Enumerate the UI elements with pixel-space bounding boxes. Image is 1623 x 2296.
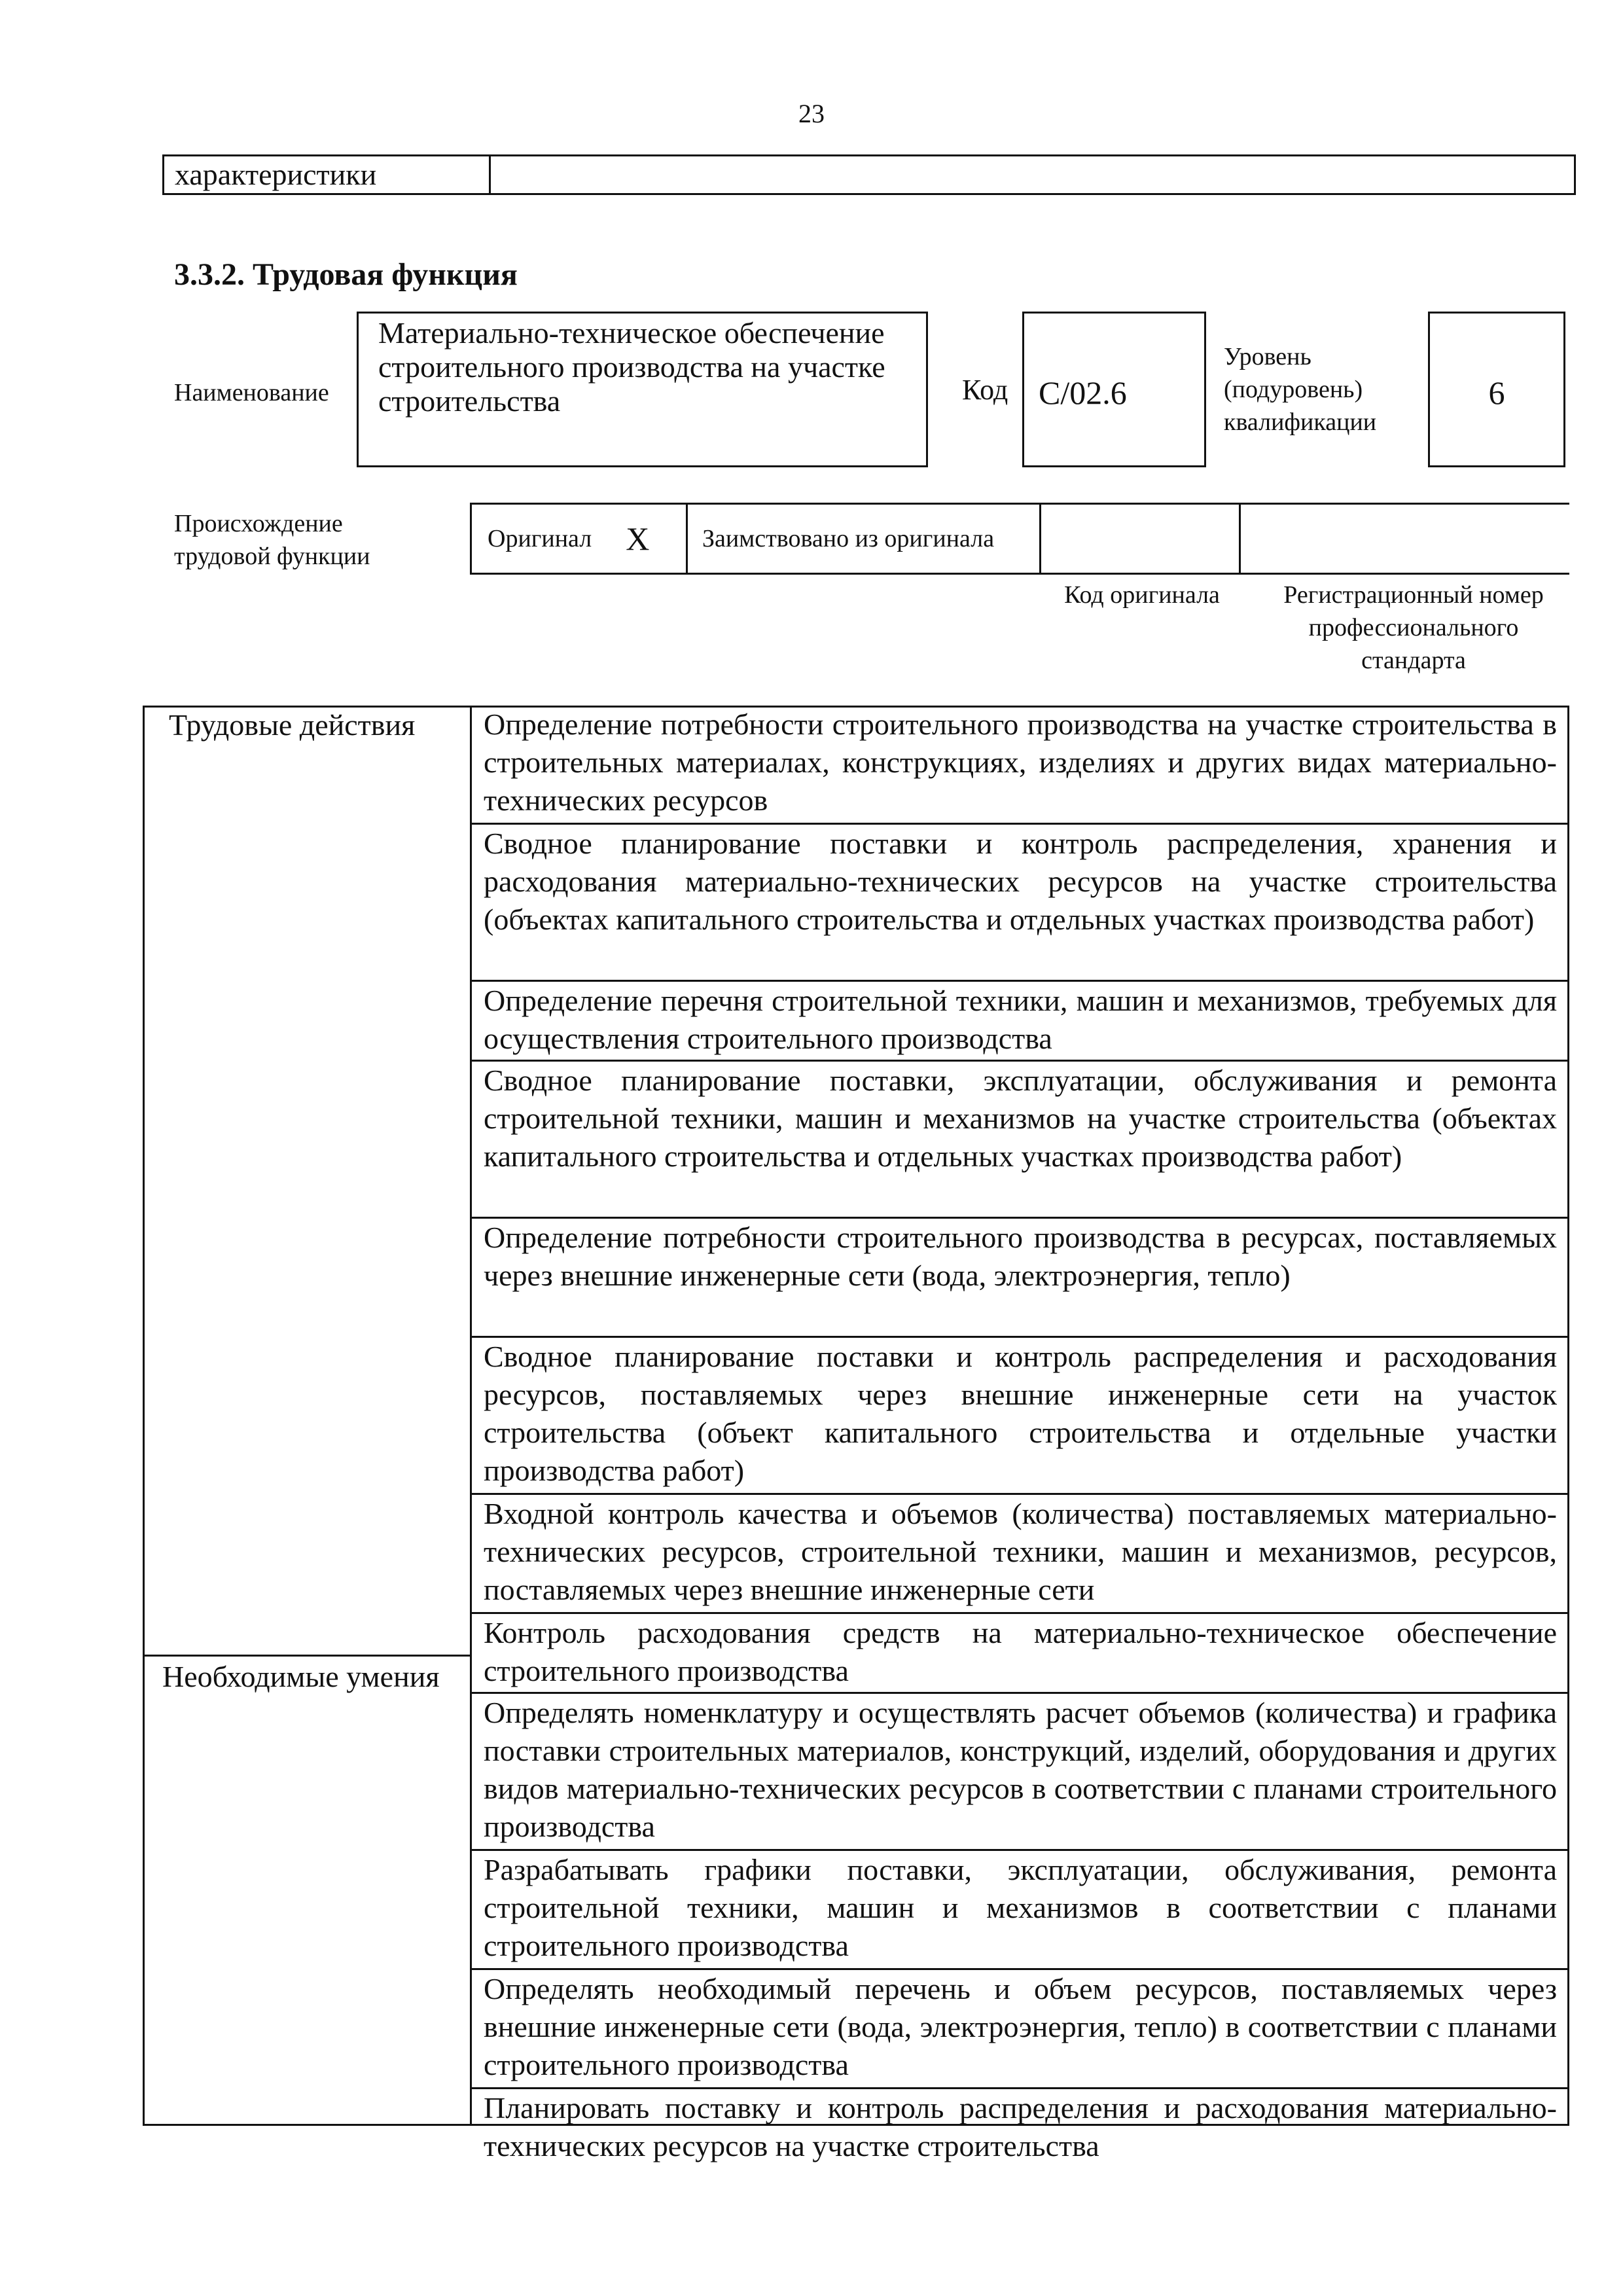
skill-item: Разрабатывать графики поставки, эксплуатации, обслуживания, ремонта строительной техники, машин и механизмов в соответствии с планами строительного производства <box>472 1851 1567 1970</box>
original-label: Оригинал <box>488 525 592 552</box>
original-mark: X <box>626 520 650 557</box>
uroven-label: Уровень (подуровень) квалификации <box>1224 343 1377 436</box>
table-section-divider <box>143 1655 470 1657</box>
trudovye-deystviya-label: Трудовые действия <box>169 708 416 742</box>
action-item: Контроль расходования средств на материально-техническое обеспечение строительного производства <box>472 1614 1567 1694</box>
naimenovanie-label: Наименование <box>174 379 329 406</box>
section-title: 3.3.2. Трудовая функция <box>174 257 518 292</box>
reg-nomer-label: Регистрационный номер профессионального стандарта <box>1283 581 1544 674</box>
action-item: Определение перечня строительной техники, машин и механизмов, требуемых для осуществления строительного производства <box>472 982 1567 1062</box>
zaimstvovano-label: Заимствовано из оригинала <box>686 505 1039 573</box>
kod-originala-field <box>1039 505 1239 573</box>
kod-field: C/02.6 <box>1022 312 1206 467</box>
page-number: 23 <box>798 99 825 128</box>
reg-nomer-field <box>1239 505 1569 573</box>
neobkhodimye-umeniya-label: Необходимые умения <box>162 1660 440 1693</box>
original-cell <box>470 505 686 573</box>
characteristics-row <box>162 154 1576 195</box>
action-item: Входной контроль качества и объемов (количества) поставляемых материально-технических ресурсов, строительной техники, машин и механизмов, ресурсов, поставляемых через внешние инженерные сети <box>472 1495 1567 1614</box>
action-item: Сводное планирование поставки и контроль распределения, хранения и расходования материально-технических ресурсов на участке строительства (объектах капитального строительства и отдельных участках производства работ) <box>472 825 1567 982</box>
skill-item: Определять номенклатуру и осуществлять расчет объемов (количества) и графика поставки строительных материалов, конструкций, изделий, оборудования и других видов материально-технических ресурсов в соответствии с планами строительного производства <box>472 1694 1567 1851</box>
action-item: Сводное планирование поставки и контроль распределения и расходования ресурсов, поставляемых через внешние инженерные сети на участок строительства (объект капитального строительства и отдельные участки производства работ) <box>472 1338 1567 1495</box>
kod-label: Код <box>962 374 1008 406</box>
skill-item: Планировать поставку и контроль распределения и расходования материально-технических ресурсов на участке строительства <box>484 2091 1557 2162</box>
proiskhozhdenie-label: Происхождение трудовой функции <box>174 510 370 570</box>
naimenovanie-field: Материально-техническое обеспечение строительного производства на участке строительства <box>357 312 928 467</box>
skill-item: Определять необходимый перечень и объем ресурсов, поставляемых через внешние инженерные сети (вода, электроэнергия, тепло) в соответствии с планами строительного производства <box>472 1970 1567 2089</box>
action-item: Определение потребности строительного производства на участке строительства в строительных материалах, конструкциях, изделиях и других видах материально-технических ресурсов <box>472 706 1567 825</box>
uroven-field: 6 <box>1428 312 1565 467</box>
characteristics-label: характеристики <box>164 156 491 193</box>
kod-originala-label: Код оригинала <box>1064 581 1220 609</box>
origin-row <box>470 503 1569 575</box>
action-item: Сводное планирование поставки, эксплуатации, обслуживания и ремонта строительной техники, машин и механизмов на участке строительства (объектах капитального строительства и отдельных участках производства работ) <box>472 1062 1567 1219</box>
action-item: Определение потребности строительного производства в ресурсах, поставляемых через внешние инженерные сети (вода, электроэнергия, тепло) <box>472 1219 1567 1338</box>
